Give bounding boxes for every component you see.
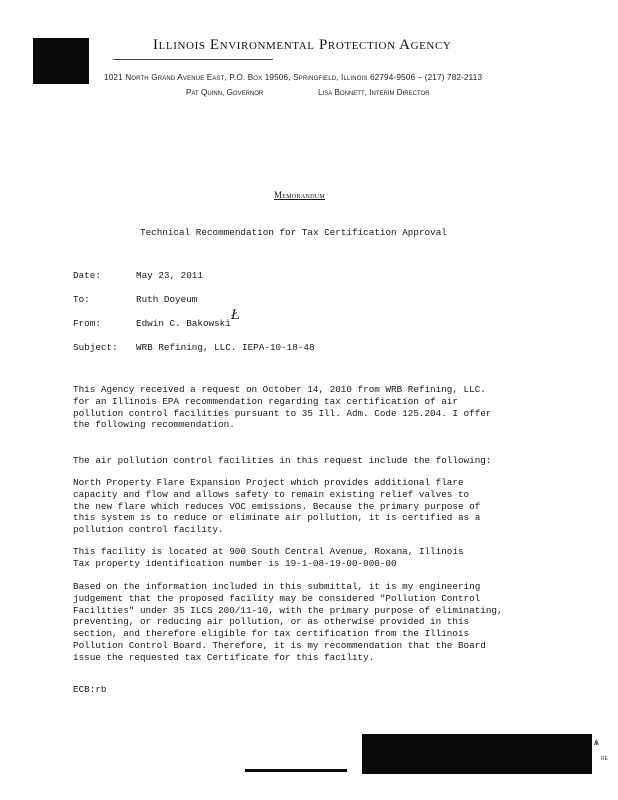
paragraph-line: the following recommendation. (73, 419, 235, 431)
paragraph-line: for an Illinois EPA recommendation regarding tax certification of air (73, 395, 458, 407)
paragraph-line: the new flare which reduces VOC emissions. Because the primary purpose of (73, 500, 481, 512)
paragraph-line: This Agency received a request on October 14, 2010 from WRB Refining, LLC. (73, 384, 486, 395)
paragraph-line: judgement that the proposed facility may be considered "Pollution Control (73, 592, 481, 604)
agency-address: 1021 North Grand Avenue East, P.O. Box 19506, Springfield, Illinois 62794-9506 – (217) 782-2113 (104, 73, 483, 82)
paragraph-line: section, and therefore eligible for tax certification from the Illinois (73, 628, 470, 640)
redaction-bar (245, 769, 347, 772)
subject-label: Subject: (73, 342, 118, 353)
letterhead-rule (113, 59, 273, 60)
author-initials: ECB:rb (73, 684, 107, 695)
redaction-box (362, 734, 592, 774)
subject-value: WRB Refining, LLC. IEPA-10-18-48 (136, 342, 315, 353)
paragraph-line: pollution control facilities pursuant to 35 Ill. Adm. Code 125.204. I offer (73, 407, 492, 419)
paragraph-line: Pollution Control Board. Therefore, it is my recommendation that the Board (73, 639, 486, 651)
to-value: Ruth Doyeum (136, 294, 198, 305)
memo-heading: Memorandum (274, 190, 326, 200)
footer-stamp-sub: RE (601, 756, 608, 762)
governor-name: Pat Quinn, Governor (186, 88, 264, 97)
paragraph-line: pollution control facility. (73, 524, 224, 536)
paragraph-line: North Property Flare Expansion Project which provides additional flare (73, 477, 464, 488)
paragraph-line: preventing, or reducing air pollution, or as otherwise provided in this (73, 616, 470, 628)
paragraph-line: Based on the information included in this submittal, it is my engineering (73, 581, 481, 592)
paragraph-facilities-intro (73, 455, 543, 467)
paragraph-line: issue the requested tax Certificate for this facility. (73, 651, 375, 663)
to-label: To: (73, 294, 90, 305)
from-label: From: (73, 318, 101, 329)
date-label: Date: (73, 270, 101, 281)
footer-stamp-mark: Ѧ (594, 740, 599, 747)
paragraph-line: capacity and flow and allows safety to remain existing relief valves to (73, 488, 470, 500)
paragraph-line: this system is to reduce or eliminate air pollution, it is certified as a (73, 512, 481, 524)
director-name: Lisa Bonnett, Interim Director (318, 88, 430, 97)
paragraph-line: This facility is located at 900 South Central Avenue, Roxana, Illinois (73, 546, 464, 557)
paragraph-recommendation (73, 581, 543, 664)
date-value: May 23, 2011 (136, 270, 203, 281)
from-value: Edwin C. Bakowski (136, 318, 231, 329)
paragraph-line: The air pollution control facilities in this request include the following: (73, 455, 492, 466)
paragraph-line: Facilities" under 35 ILCS 200/11-10, with the primary purpose of eliminating, (73, 604, 503, 616)
signature-mark: Ł (231, 308, 240, 323)
paragraph-flare-project (73, 477, 543, 536)
paragraph-location (73, 546, 543, 570)
agency-logo-redaction (33, 38, 89, 84)
memo-subject-title: Technical Recommendation for Tax Certification Approval (140, 227, 447, 238)
paragraph-request (73, 384, 543, 431)
agency-name: Illinois Environmental Protection Agency (153, 37, 452, 53)
paragraph-line: Tax property identification number is 19-1-08-19-00-000-00 (73, 557, 397, 569)
